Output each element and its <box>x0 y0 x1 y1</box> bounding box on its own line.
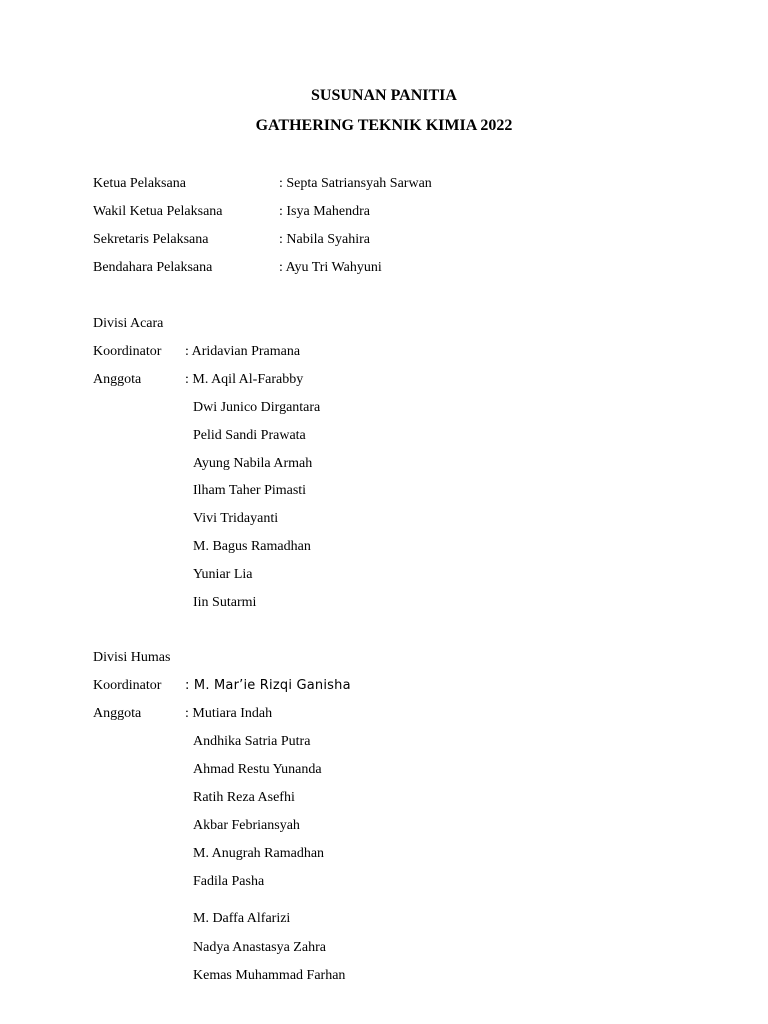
member-label: Anggota <box>93 706 142 721</box>
list-item: M. Bagus Ramadhan <box>193 539 311 554</box>
document-title: SUSUNAN PANITIA <box>311 87 457 104</box>
role-label: Sekretaris Pelaksana <box>93 232 209 247</box>
coordinator-name: : Aridavian Pramana <box>185 344 301 359</box>
list-item: Dwi Junico Dirgantara <box>193 400 321 415</box>
list-item: Akbar Febriansyah <box>193 818 300 833</box>
member-name: : Nabila Syahira <box>279 232 370 247</box>
division-title: Divisi Acara <box>93 316 164 331</box>
coordinator-label: Koordinator <box>93 678 162 693</box>
list-item: Vivi Tridayanti <box>193 511 279 526</box>
coordinator-name: : M. Mar’ie Rizqi Ganisha <box>185 678 351 693</box>
list-item: Fadila Pasha <box>193 874 265 889</box>
coordinator-label: Koordinator <box>93 344 162 359</box>
list-item: Ahmad Restu Yunanda <box>193 762 322 777</box>
list-item: M. Anugrah Ramadhan <box>193 846 325 861</box>
list-item: M. Daffa Alfarizi <box>193 911 291 926</box>
list-item: Ratih Reza Asefhi <box>193 790 295 805</box>
list-item: Ilham Taher Pimasti <box>193 483 307 498</box>
role-label: Bendahara Pelaksana <box>93 260 213 275</box>
list-item: Yuniar Lia <box>193 567 253 582</box>
list-item: Andhika Satria Putra <box>193 734 311 749</box>
document-subtitle: GATHERING TEKNIK KIMIA 2022 <box>255 117 513 134</box>
division-title: Divisi Humas <box>93 650 171 665</box>
member-name: : Mutiara Indah <box>185 706 273 721</box>
member-name: : Septa Satriansyah Sarwan <box>279 176 432 191</box>
member-name: : Isya Mahendra <box>279 204 370 219</box>
role-label: Wakil Ketua Pelaksana <box>93 204 223 219</box>
list-item: Nadya Anastasya Zahra <box>193 940 326 955</box>
list-item: Iin Sutarmi <box>193 595 257 610</box>
role-label: Ketua Pelaksana <box>93 176 186 191</box>
list-item: Pelid Sandi Prawata <box>193 428 306 443</box>
member-name: : Ayu Tri Wahyuni <box>279 260 382 275</box>
list-item: Kemas Muhammad Farhan <box>193 968 346 983</box>
member-name: : M. Aqil Al-Farabby <box>185 372 304 387</box>
member-label: Anggota <box>93 372 142 387</box>
list-item: Ayung Nabila Armah <box>193 456 313 471</box>
